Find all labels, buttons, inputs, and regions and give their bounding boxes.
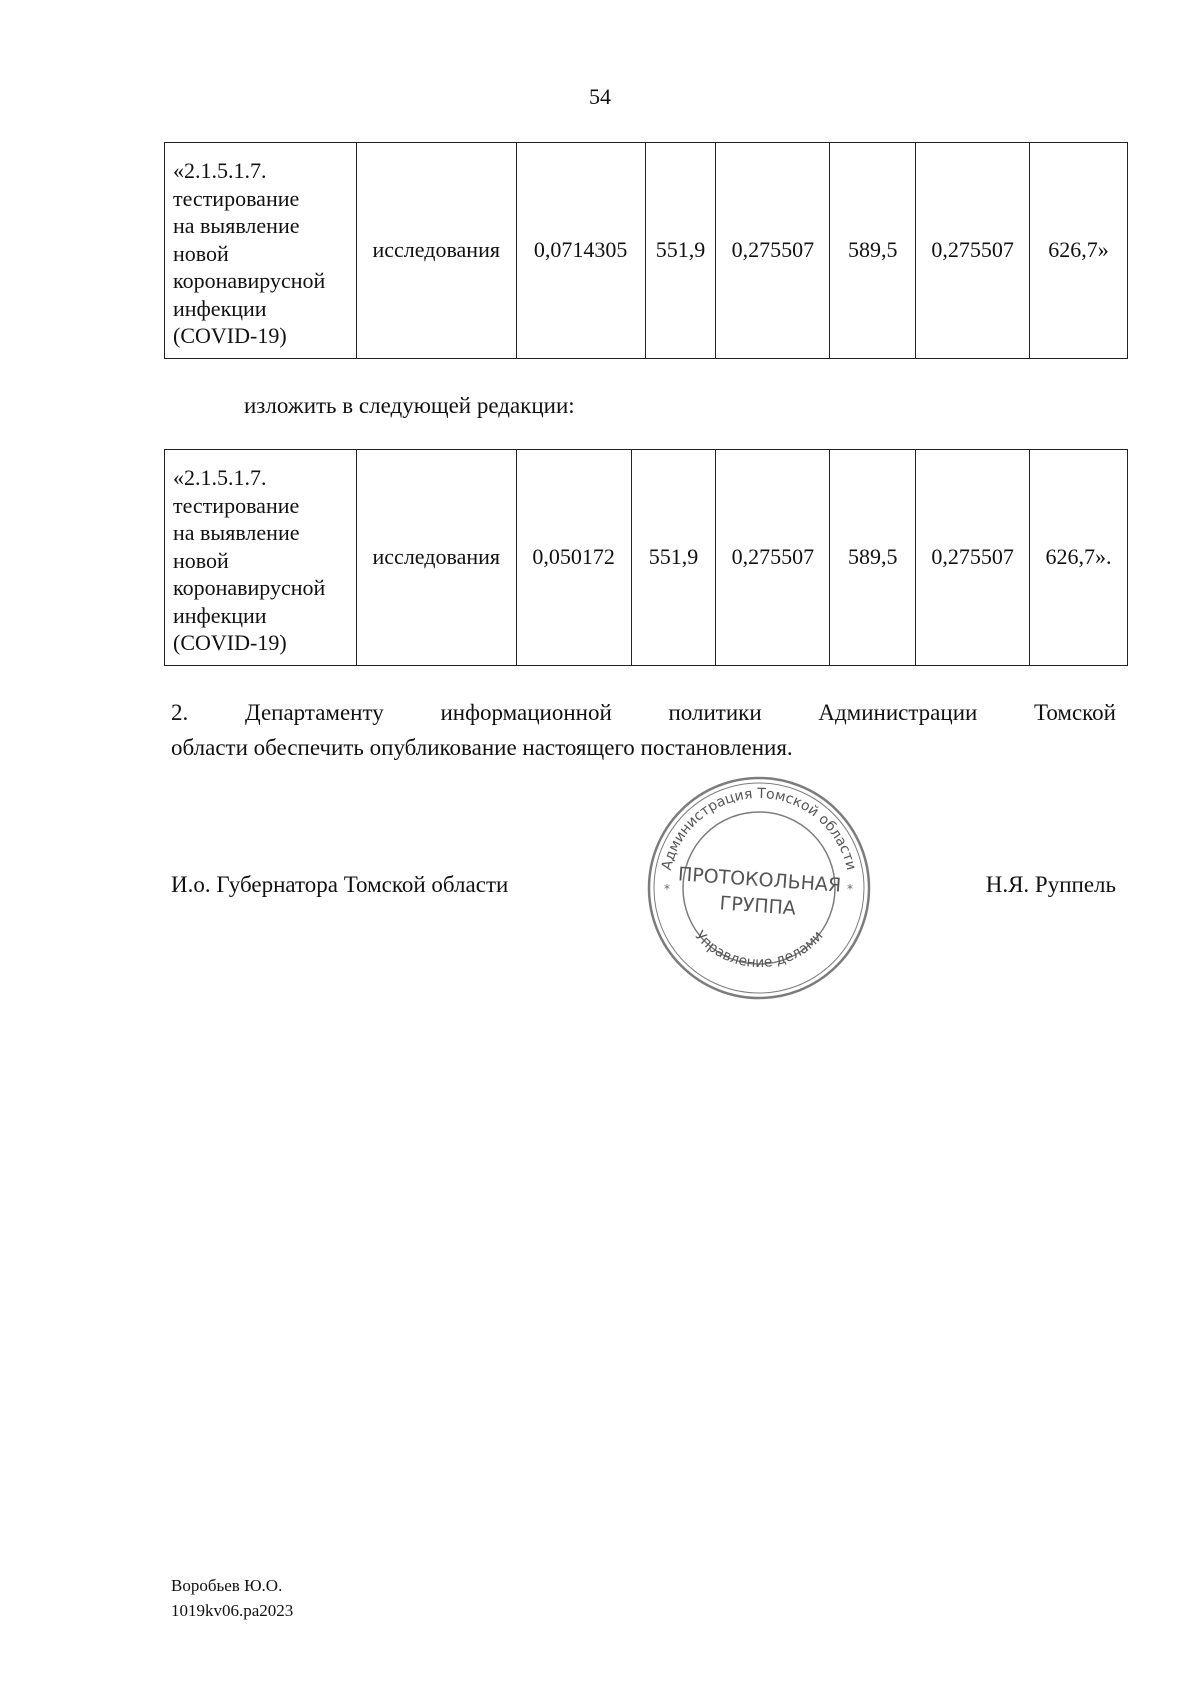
value-cell: 626,7». bbox=[1030, 450, 1128, 666]
value-cell: 0,0714305 bbox=[516, 143, 645, 359]
service-name-line: новой bbox=[173, 547, 229, 573]
intro-text: изложить в следующей редакции: bbox=[244, 393, 575, 418]
service-name-line: инфекции bbox=[173, 295, 267, 321]
table-row bbox=[165, 143, 1128, 359]
value-cell: 589,5 bbox=[830, 143, 916, 359]
paragraph-2-line-2: области обеспечить опубликование настоящего постановления. bbox=[171, 735, 793, 760]
unit-cell: исследования bbox=[356, 450, 516, 666]
footer-author: Воробьев Ю.О. bbox=[171, 1576, 283, 1595]
service-name-line: тестирование bbox=[173, 185, 300, 211]
stamp-bottom-text: Управление делами bbox=[691, 927, 827, 972]
service-name-line: тестирование bbox=[173, 492, 300, 518]
signatory-name: Н.Я. Руппель bbox=[985, 872, 1116, 897]
service-name-line: на выявление bbox=[173, 213, 300, 238]
service-name-cell bbox=[165, 450, 357, 666]
service-name-line: на выявление bbox=[173, 520, 300, 545]
stamp-star-right: * bbox=[847, 882, 853, 896]
service-name-cell bbox=[165, 143, 357, 359]
tariff-table-old bbox=[164, 142, 1128, 359]
value-cell: 0,275507 bbox=[716, 143, 830, 359]
stamp-center-line-1: ПРОТОКОЛЬНАЯ bbox=[677, 863, 842, 897]
tariff-table-new bbox=[164, 449, 1128, 666]
value-cell: 0,275507 bbox=[716, 450, 830, 666]
service-name-line: новой bbox=[173, 240, 229, 266]
value-cell: 0,275507 bbox=[916, 143, 1030, 359]
service-name-line: (COVID-19) bbox=[173, 630, 287, 655]
service-name-line: коронавирусной bbox=[173, 575, 326, 600]
value-cell: 626,7» bbox=[1030, 143, 1128, 359]
service-name-line: коронавирусной bbox=[173, 268, 326, 293]
signatory-title: И.о. Губернатора Томской области bbox=[171, 872, 509, 897]
paragraph-2-line-1: 2. Департаменту информационной политики Администрации Томской bbox=[171, 700, 1116, 725]
value-cell: 551,9 bbox=[631, 450, 716, 666]
stamp-center-line-2: ГРУППА bbox=[718, 892, 797, 920]
footer-doc-code: 1019kv06.pa2023 bbox=[171, 1601, 294, 1620]
unit-cell: исследования bbox=[356, 143, 516, 359]
protocol-group-stamp bbox=[644, 773, 874, 1003]
stamp-outer-text: Администрация Томской области bbox=[658, 785, 860, 872]
stamp-star-left: * bbox=[664, 882, 670, 896]
service-name-line: «2.1.5.1.7. bbox=[173, 158, 267, 183]
value-cell: 0,275507 bbox=[916, 450, 1030, 666]
service-name-line: инфекции bbox=[173, 602, 267, 628]
footer bbox=[171, 1573, 293, 1623]
value-cell: 0,050172 bbox=[516, 450, 631, 666]
service-name-line: (COVID-19) bbox=[173, 323, 287, 348]
table-row bbox=[165, 450, 1128, 666]
value-cell: 589,5 bbox=[830, 450, 916, 666]
value-cell: 551,9 bbox=[645, 143, 716, 359]
page-number: 54 bbox=[589, 84, 611, 109]
service-name-line: «2.1.5.1.7. bbox=[173, 465, 267, 490]
